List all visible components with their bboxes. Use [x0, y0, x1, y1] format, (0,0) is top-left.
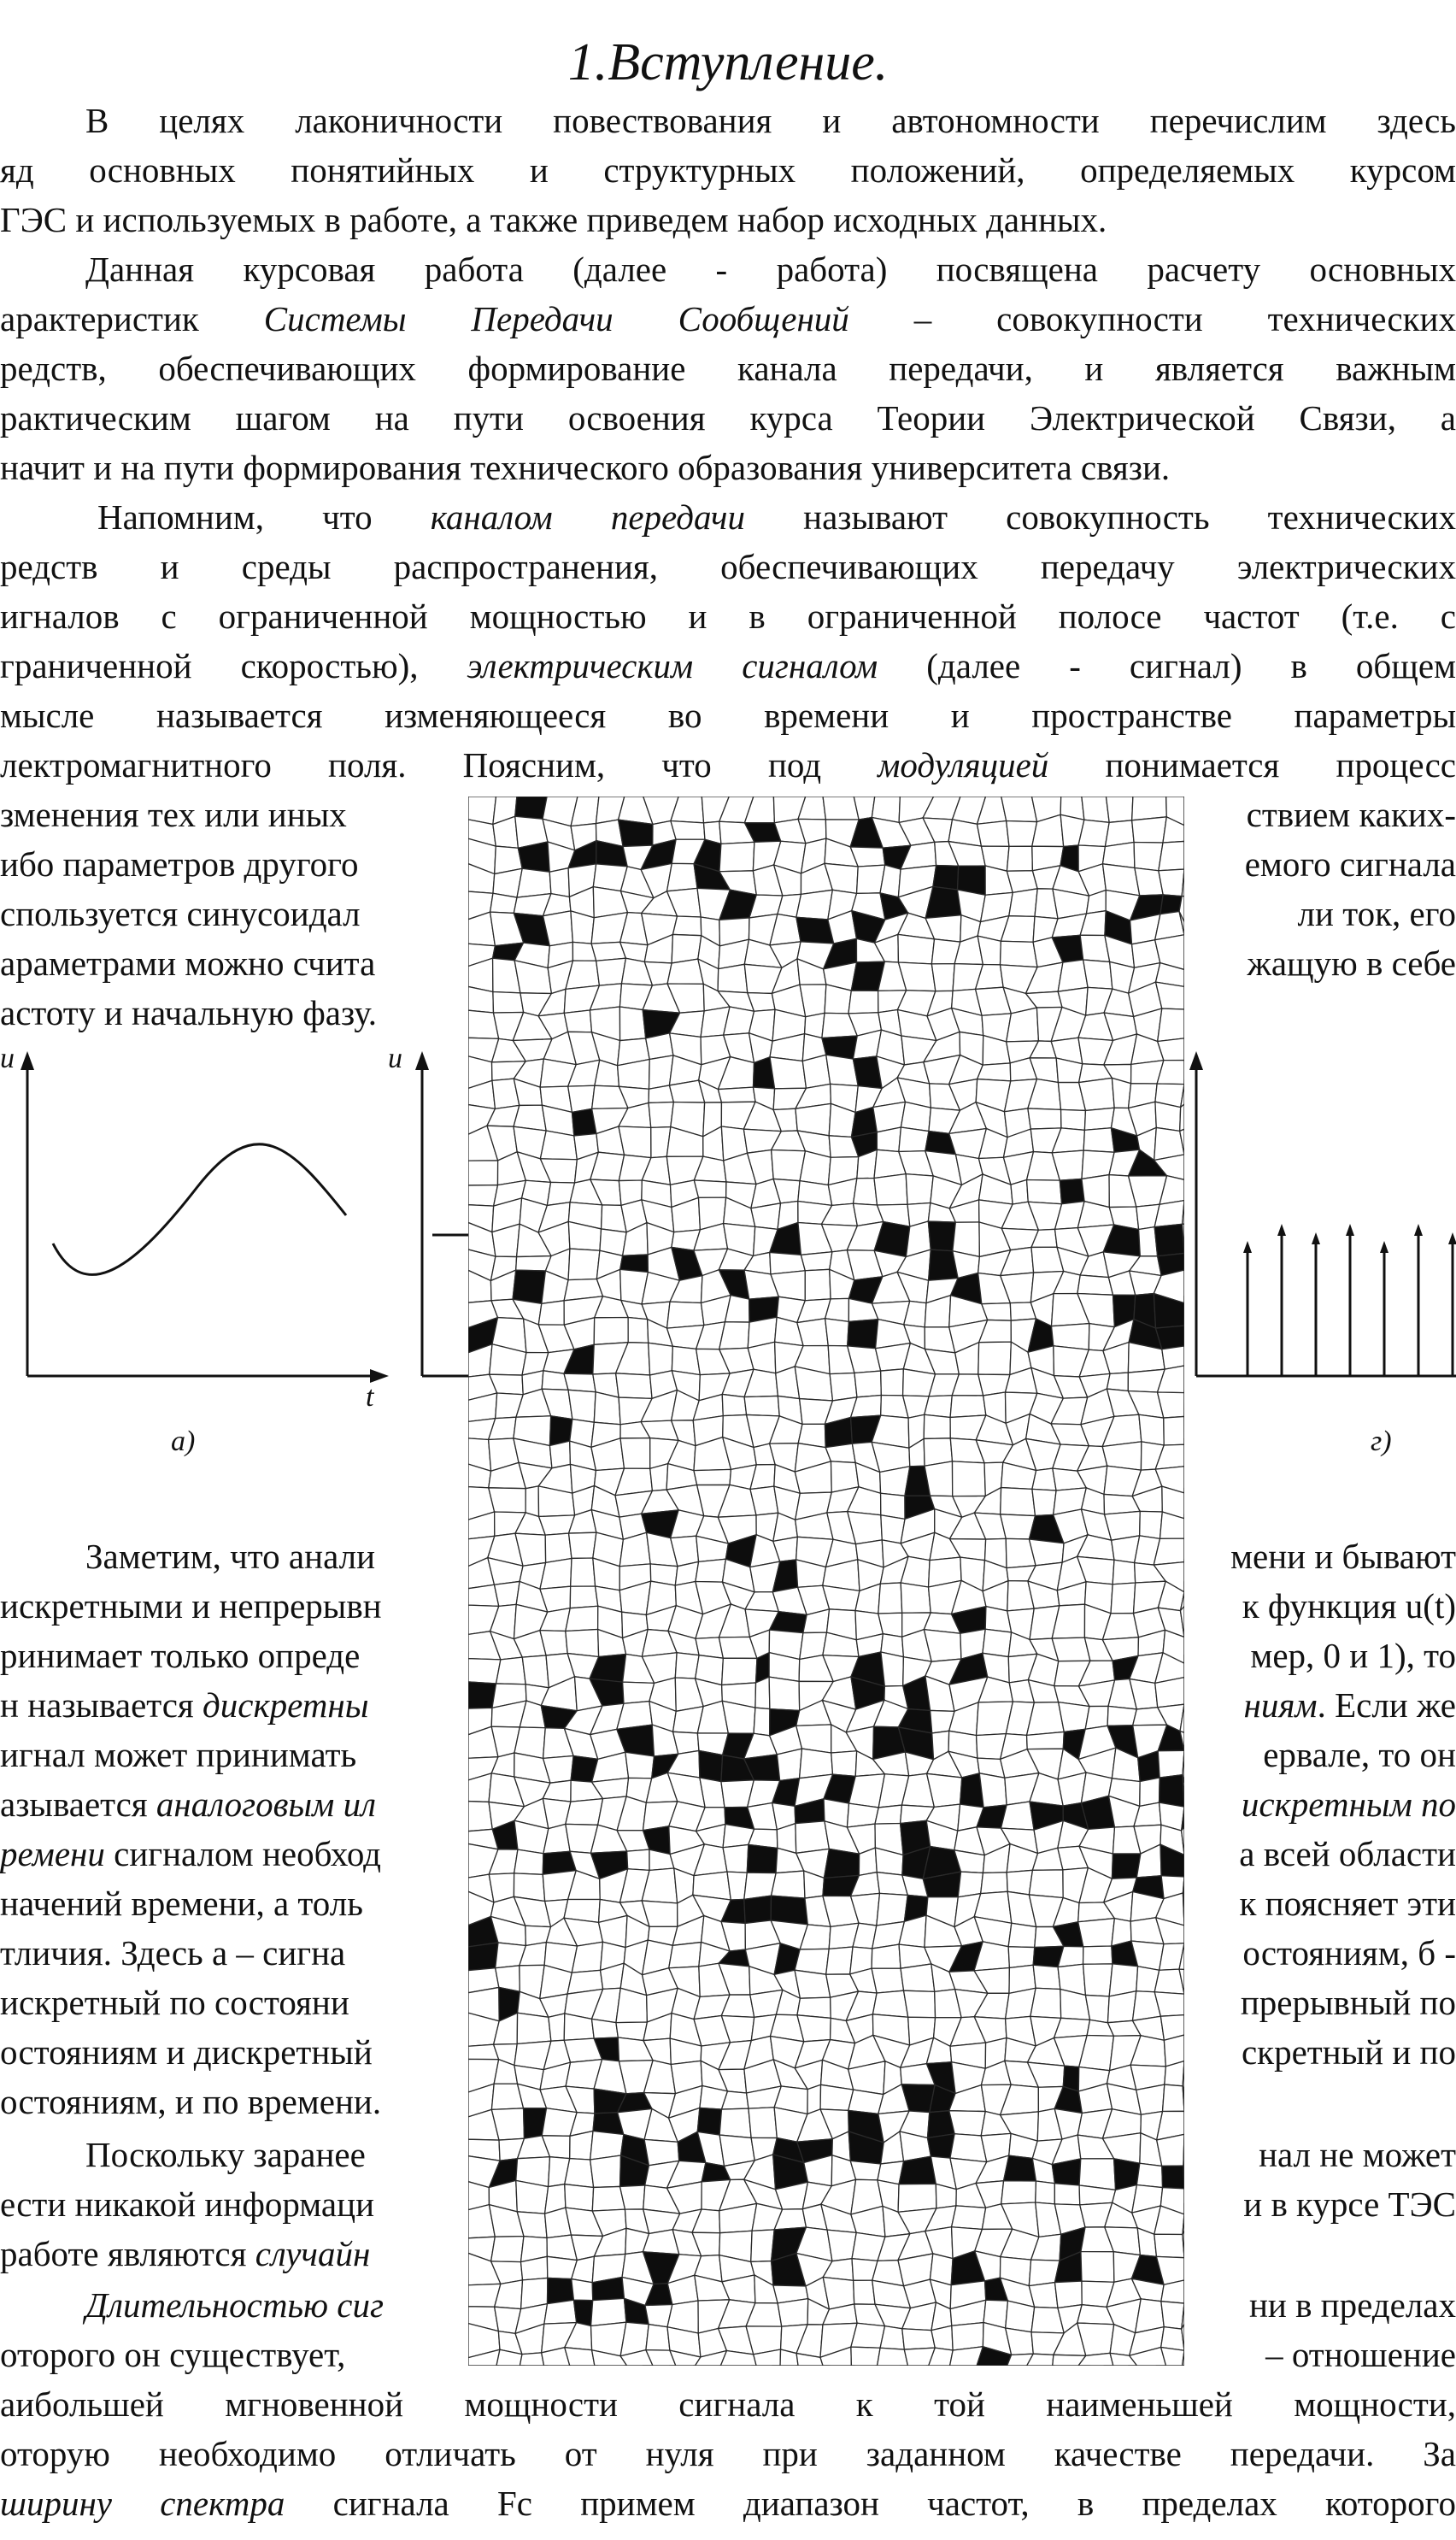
text-line: тличия. Здесь а – сигна остояниям, б - — [0, 1933, 1456, 1973]
text-line: Заметим, что анали мени и бывают — [85, 1537, 1456, 1576]
text-line: искретными и непрерывн к функция u(t) — [0, 1586, 1456, 1626]
text-line: начит и на пути формирования технического образования университета связи. — [0, 448, 1171, 487]
figure-signal-g — [1179, 1051, 1456, 1393]
text-line: Длительностью сиг ни в пределах — [85, 2285, 1456, 2325]
text-line: ГЭС и используемых в работе, а также приведем набор исходных данных. — [0, 200, 1107, 239]
figure-signal-a — [0, 1051, 410, 1444]
text-line: мысле называется изменяющееся во времени и пространстве параметры — [0, 696, 1456, 735]
text-line: лектромагнитного поля. Поясним, что под модуляцией понимается процесс — [0, 745, 1456, 785]
text-line: граниченной скоростью), электрическим сигналом (далее - сигнал) в общем — [0, 646, 1456, 685]
text-line: игналов с ограниченной мощностью и в ограниченной полосе частот (т.е. с — [0, 597, 1456, 636]
text-line: ринимает только опреде мер, 0 и 1), то — [0, 1636, 1456, 1675]
section-title: 1.Вступление. — [567, 33, 889, 91]
text-line: Напомним, что каналом передачи называют совокупность технических — [97, 497, 1456, 537]
text-line: остояниям и дискретный скретный и по — [0, 2032, 1456, 2072]
text-line: яд основных понятийных и структурных положений, определяемых курсом — [0, 150, 1456, 190]
text-line: ширину спектра сигнала Fc примем диапазон частот, в пределах которого — [0, 2484, 1456, 2523]
axis-t-label: t — [366, 1381, 374, 1413]
text-line: спользуется синусоидал ли ток, его — [0, 894, 1456, 933]
axis-u-label: u — [388, 1043, 402, 1074]
text-line: аибольшей мгновенной мощности сигнала к той наименьшей мощности, — [0, 2384, 1456, 2424]
text-line: азывается аналоговым ил искретным по — [0, 1784, 1456, 1824]
text-line: астоту и начальную фазу. — [0, 993, 377, 1032]
axis-u-label: u — [0, 1043, 15, 1074]
text-line: начений времени, а толь к поясняет эти — [0, 1884, 1456, 1923]
text-line: остояниям, и по времени. — [0, 2082, 382, 2121]
text-line: В целях лаконичности повествования и автономности перечислим здесь — [85, 101, 1456, 140]
text-line: рактическим шагом на пути освоения курса Теории Электрической Связи, а — [0, 398, 1456, 438]
text-line: араметрами можно счита жащую в себе — [0, 944, 1456, 983]
text-line: работе являются случайн — [0, 2234, 371, 2273]
figure-label-a: а) — [171, 1426, 196, 1457]
figure-signal-b-partial — [402, 1051, 478, 1393]
text-line: н называется дискретны ниям. Если же — [0, 1685, 1456, 1725]
text-line: зменения тех или иных ствием каких- — [0, 795, 1456, 834]
figure-label-g: г) — [1371, 1426, 1392, 1457]
text-line: редств, обеспечивающих формирование канала передачи, и является важным — [0, 349, 1456, 388]
text-line: оторую необходимо отличать от нуля при заданном качестве передачи. За — [0, 2434, 1456, 2473]
text-line: Данная курсовая работа (далее - работа) посвящена расчету основных — [85, 250, 1456, 289]
text-line: оторого он существует, – отношение — [0, 2335, 1456, 2374]
text-line: арактеристик Системы Передачи Сообщений – совокупности технических — [0, 299, 1456, 338]
text-line: ремени сигналом необход а всей области — [0, 1834, 1456, 1873]
text-line: игнал может принимать ервале, то он — [0, 1735, 1456, 1774]
text-line: ести никакой информаци и в курсе ТЭС — [0, 2184, 1456, 2224]
obscured-mosaic-region — [468, 797, 1184, 2366]
text-line: Поскольку заранее нал не может — [85, 2135, 1456, 2174]
text-line: редств и среды распространения, обеспечивающих передачу электрических — [0, 547, 1456, 586]
text-line: ибо параметров другого емого сигнала — [0, 844, 1456, 884]
text-line: искретный по состояни прерывный по — [0, 1983, 1456, 2022]
